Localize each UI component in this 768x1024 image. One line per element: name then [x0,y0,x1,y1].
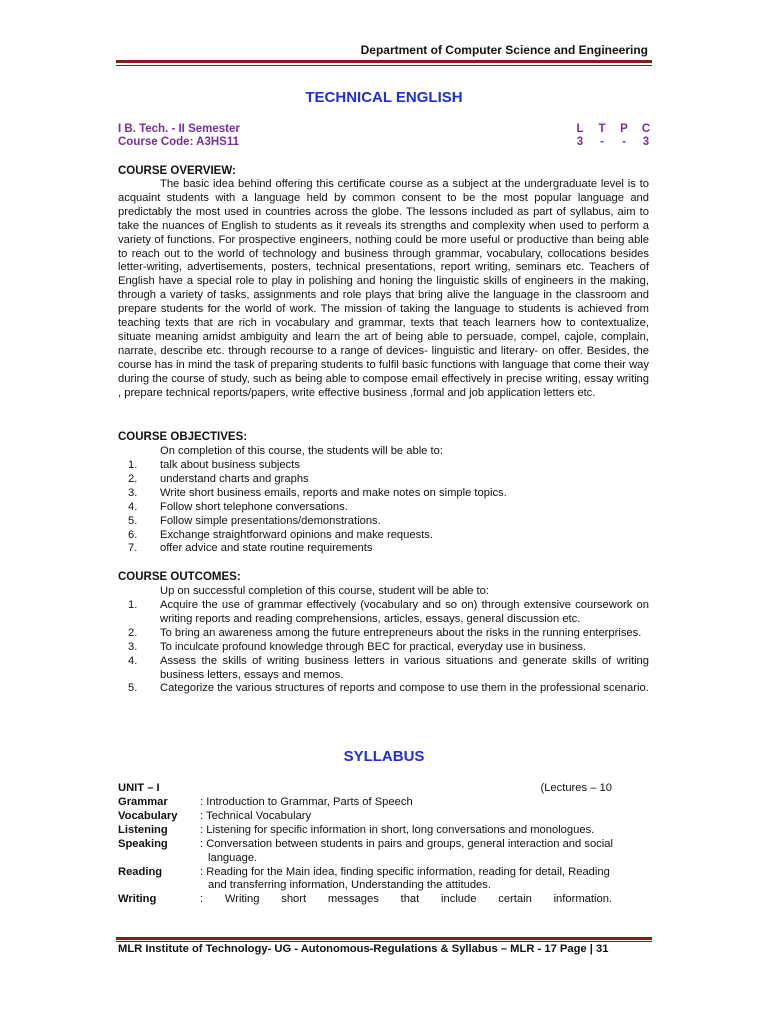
ltpc-value-t: - [600,136,604,148]
list-item [118,515,649,529]
item-number: 1. [128,459,138,471]
item-number: 2. [128,472,138,485]
overview-heading: COURSE OVERVIEW: [118,165,236,177]
ltpc-value-c: 3 [642,136,650,148]
topic-key: Listening [118,823,168,836]
ltpc-value-p: - [622,136,626,148]
item-number: 6. [128,528,138,541]
unit-lectures: (Lectures – 10 [540,782,612,794]
item-text: Categorize the various structures of reports and compose to use them in the professional scenario. [160,682,649,695]
topic-value: : Reading for the Main idea, finding specific information, reading for detail, Reading [200,865,610,878]
unit-topics [118,796,649,907]
topic-row [118,810,649,824]
ltpc-label-c: C [641,123,651,135]
item-text: To inculcate profound knowledge through BEC for practical, everyday use in business. [160,640,586,653]
unit-label: UNIT – I [118,782,160,794]
item-text: understand charts and graphs [160,472,309,485]
outcomes-heading: COURSE OUTCOMES: [118,571,241,583]
unit-header [118,782,649,796]
list-item [118,529,649,543]
list-item [118,641,649,655]
topic-key: Speaking [118,837,168,850]
overview-text: The basic idea behind offering this certificate course as a subject at the undergraduate level is to acquaint students with a language held by common consent to be the most popular language and predictably the most used in countries across the globe. The lessons included as part of syllabus, aim to take the nuances of English to students as it reveals its strengths and complexity when used to perform a variety of functions. For prospective engineers, nothing could be more useful or productive than being able to reach out to the world of technology and business through grammar, vocabulary, collocations besides letter-writing, advertisements, posters, technical presentations, report writing, seminars etc. Teachers of English have a special role to play in polishing and honing the linguistic skills of engineers in the making, through a variety of tasks, assignments and role plays that bring alive the language in the classroom and prepare students for the world of work. The mission of taking the language to students is achieved from teaching texts that are rich in vocabulary and grammar, texts that teach learners how to contextualize, situate meaning amidst ambiguity and learn the art of being able to persuade, compel, cajole, complain, narrate, describe etc. through recourse to a range of devices- linguistic and literary- on offer. Besides, the course has in mind the task of preparing students to fulfil basic functions with language that come their way during the course of study, such as being able to compose email effectively in precise writing, essay writing , prepare technical reports/papers, write effective business ,formal and job application letters etc. [118,178,649,399]
footer-rule-thin [116,941,652,942]
header-rule-thick [116,60,652,63]
ltpc-values [569,136,657,148]
topic-key: Vocabulary [118,809,178,822]
list-item [118,459,649,473]
course-title: TECHNICAL ENGLISH [305,89,463,106]
topic-value-continued: and transferring information, Understanding the attitudes. [208,879,491,892]
header-rule-thin [116,65,652,66]
item-number: 7. [128,542,138,555]
objectives-intro: On completion of this course, the students will be able to: [160,445,443,457]
ltpc-label-l: L [576,123,584,135]
item-text: Write short business emails, reports and make notes on simple topics. [160,486,507,499]
topic-key: Grammar [118,796,168,808]
item-number: 3. [128,640,138,653]
item-text: talk about business subjects [160,459,300,471]
topic-value: : Introduction to Grammar, Parts of Speech [200,796,413,808]
objectives-list [118,459,649,556]
ltpc-labels [569,123,657,135]
overview-paragraph [118,178,649,401]
topic-key: Reading [118,865,163,878]
topic-value: : Writing short messages that include certain information. [200,893,613,906]
topic-value: : Technical Vocabulary [200,809,312,822]
list-item [118,473,649,487]
topic-row [118,796,649,810]
topic-key: Writing [118,893,157,906]
item-text: To bring an awareness among the future entrepreneurs about the risks in the running enterprises. [160,626,642,639]
list-item [118,655,649,683]
item-number: 4. [128,500,138,513]
item-text: offer advice and state routine requirements [160,542,373,555]
footer-rule-thick [116,937,652,940]
topic-row [118,838,649,866]
list-item [118,682,649,696]
ltpc-label-t: T [598,123,606,135]
item-number: 3. [128,486,138,499]
item-text: Follow simple presentations/demonstrations. [160,514,381,527]
outcomes-list [118,599,649,696]
objectives-heading: COURSE OBJECTIVES: [118,431,248,443]
topic-value-continued: language. [208,851,258,864]
item-text: Exchange straightforward opinions and make requests. [160,528,434,541]
ltpc-label-p: P [620,123,628,135]
program-label: I B. Tech. - II Semester [118,123,240,135]
topic-row [118,824,649,838]
page-header-department: Department of Computer Science and Engineering [360,43,648,57]
item-number: 2. [128,626,138,639]
outcomes-intro: Up on successful completion of this course, student will be able to: [160,585,489,597]
topic-row [118,893,649,907]
topic-value: : Conversation between students in pairs and groups, general interaction and social [200,837,613,850]
item-number: 1. [128,599,138,611]
item-text: Assess the skills of writing business letters in various situations and generate skills of writing business letters, essays and memos. [160,654,649,681]
list-item [118,542,649,556]
syllabus-title: SYLLABUS [343,748,425,765]
list-item [118,599,649,627]
list-item [118,487,649,501]
list-item [118,501,649,515]
item-number: 4. [128,654,138,667]
item-text: Acquire the use of grammar effectively (vocabulary and so on) through extensive coursework on writing reports and reading comprehensions, articles, essays, general discussion etc. [160,599,649,625]
item-number: 5. [128,514,138,527]
topic-value: : Listening for specific information in short, long conversations and monologues. [200,823,595,836]
topic-row [118,866,649,894]
list-item [118,627,649,641]
page-footer: MLR Institute of Technology- UG - Autonomous-Regulations & Syllabus – MLR - 17 Page | 31 [118,943,609,955]
ltpc-value-l: 3 [576,136,584,148]
item-number: 5. [128,682,138,695]
item-text: Follow short telephone conversations. [160,500,348,513]
course-code: Course Code: A3HS11 [118,136,239,148]
